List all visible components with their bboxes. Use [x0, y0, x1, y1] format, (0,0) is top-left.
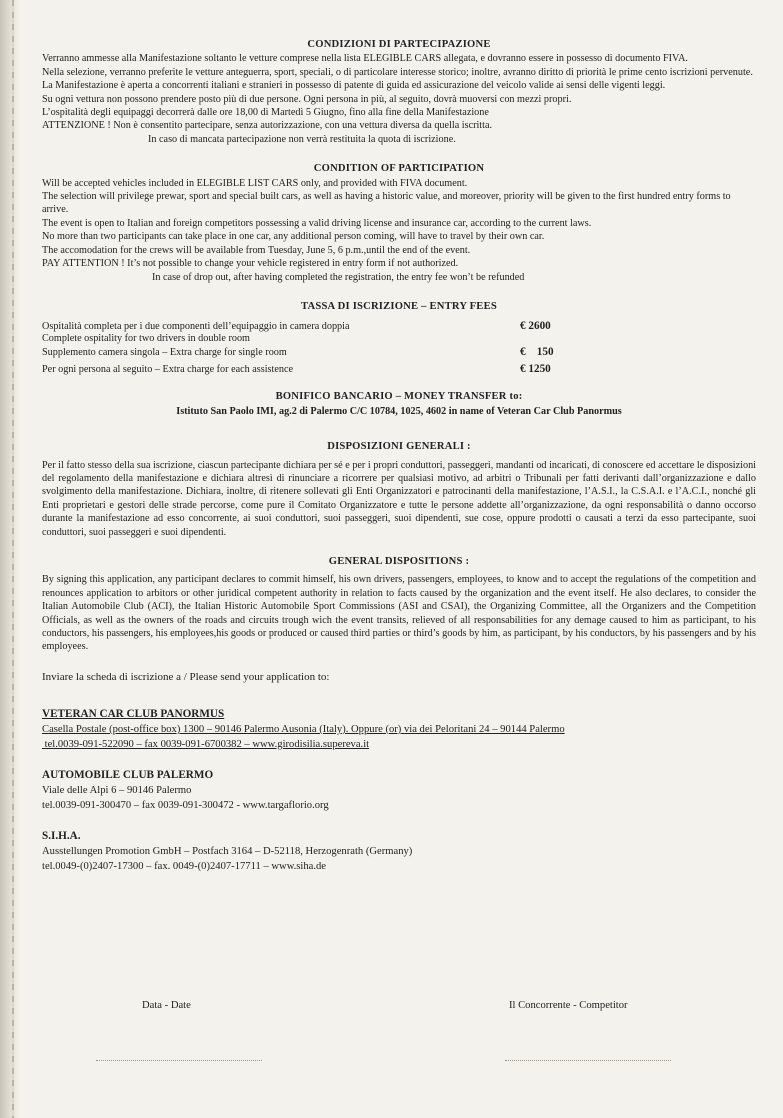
- en-conditions-p1: Will be accepted vehicles included in ELEGIBLE LIST CARS only, and provided with FIVA document.: [42, 177, 468, 189]
- en-conditions-p7: In case of drop out, after having completed the registration, the entry fee won’t be refunded: [152, 271, 525, 283]
- scan-edge: [0, 0, 20, 1118]
- it-general-text: Per il fatto stesso della sua iscrizione, ciascun partecipante dichiara per sé e per i propri conduttori, passeggeri, mandanti od incaricati, di conoscere ed accettare le disposizioni del regolamento della manifestazione e dichiara altresì di rinunciare a ricorrere per qualsiasi motivo, ad arbitri o Tribunali per fatti derivanti dall’organizzazione e dallo svolgimento della manifestazione. Dichiara, inoltre, di ritenere sollevati gli Enti Organizzatori e patrocinanti della manifestazione, l’A.S.I., la C.S.A.I. e l’A.C.I., nonché gli Enti proprietari e gestori delle strade percorse, come pure il Comitato Organizzatore e tutte le persone addette all’organizzazione, da ogni responsabilità o danno occorso durante la manifestazione ad esso concorrente, ai suoi conduttori, suoi passeggeri, suoi dipendenti, sue cose, oppure prodotti o causati a terzi da esso partecipante, suoi conduttori, suoi passeggeri e suoi dipendenti.: [42, 459, 756, 538]
- contact-address: Casella Postale (post-office box) 1300 – 90146 Palermo Ausonia (Italy). Oppure (or) via dei Peloritani 24 – 90144 Palermo: [42, 723, 565, 735]
- en-conditions-section: [42, 162, 756, 284]
- fee-sublabel: Complete ospitality for two drivers in double room: [42, 333, 250, 345]
- transfer-title: BONIFICO BANCARIO – MONEY TRANSFER to:: [275, 391, 523, 403]
- it-conditions-p7: In caso di mancata partecipazione non verrà restituita la quota di iscrizione.: [148, 133, 456, 145]
- contact-block: [42, 768, 756, 813]
- contact-name: S.I.H.A.: [42, 829, 81, 842]
- en-general-section: [42, 555, 756, 654]
- en-general-text: By signing this application, any participant declares to commit himself, his own drivers, passengers, employees, to know and to accept the regulations of the competition and renounces application to arbitors or other juridical competent authority in relation to facts caused by the organization and the event itself. He also declares, to consider the Italian Automobile Club (ACI), the Italian Historic Automobile Sport Commissions (ASI and CSAI), the Organizing Committee, all the Organizers and the Competition Officials, as well as the owners of the roads and circuits trough wich the event transits, relieved of all responsabilities for any demage caused to him as participant, to his conductors, his passengers, his employees,his goods or produced or caused third parties or third’s goods by him, as participant, by his conductors, by his passengers and by his employees.: [42, 574, 756, 653]
- date-label: Data - Date: [142, 1000, 191, 1011]
- transfer-details: Istituto San Paolo IMI, ag.2 di Palermo C/C 10784, 1025, 4602 in name of Veteran Car Club Panormus: [176, 405, 622, 417]
- contact-name: AUTOMOBILE CLUB PALERMO: [42, 768, 214, 781]
- contact-phone: tel.0039-091-300470 – fax 0039-091-300472 - www.targaflorio.org: [42, 799, 329, 811]
- en-conditions-title: CONDITION OF PARTICIPATION: [313, 163, 485, 175]
- fee-amount: € 150: [520, 346, 554, 359]
- fee-amount: € 1250: [520, 363, 551, 376]
- competitor-signature-line[interactable]: [505, 1060, 671, 1061]
- en-conditions-p5: The accomodation for the crews will be available from Tuesday, June 5, 6 p.m.,until the end of the event.: [42, 244, 471, 256]
- it-general-title: DISPOSIZIONI GENERALI :: [327, 441, 471, 453]
- it-conditions-p1: Verranno ammesse alla Manifestazione soltanto le vetture comprese nella lista ELEGIBLE CARS allegata, e dovranno essere in possesso di documento FIVA.: [42, 53, 688, 65]
- contact-phone: tel.0049-(0)2407-17300 – fax. 0049-(0)2407-17711 – www.siha.de: [42, 860, 327, 872]
- fee-label: Supplemento camera singola – Extra charge for single room: [42, 347, 287, 359]
- fee-label: Ospitalità completa per i due componenti dell’equipaggio in camera doppia: [42, 321, 350, 333]
- contact-block: [42, 707, 756, 752]
- it-conditions-p4: Su ogni vettura non possono prendere posto più di due persone. Ogni persona in più, al seguito, dovrà muoversi con mezzi propri.: [42, 93, 572, 105]
- en-conditions-p2: The selection will privilege prewar, sport and special built cars, as well as having a historic value, and moreover, priority will be given to the first hundred entry forms to arrive.: [42, 191, 731, 216]
- it-conditions-p2: Nella selezione, verranno preferite le vetture anteguerra, sport, speciali, o di particolare interesse storico; inoltre, avranno diritto di priorità le prime cento iscrizioni pervenute.: [42, 66, 753, 78]
- it-general-section: [42, 440, 756, 539]
- fees-section: [42, 300, 756, 380]
- fee-row: [42, 346, 756, 363]
- it-conditions-p3: La Manifestazione è aperta a concorrenti italiani e stranieri in possesso di patente di guida ed assicurazione del veicolo valide ai sensi delle vigenti leggi.: [42, 80, 666, 92]
- it-conditions-p6: ATTENZIONE ! Non è consentito partecipare, senza autorizzazione, con una vettura diversa da quella iscritta.: [42, 120, 493, 132]
- transfer-section: [42, 390, 756, 418]
- it-conditions-section: [42, 38, 756, 146]
- en-general-title: GENERAL DISPOSITIONS :: [328, 555, 470, 567]
- send-to-line: Inviare la scheda di iscrizione a / Please send your application to:: [42, 670, 330, 683]
- contact-block: [42, 829, 756, 874]
- contact-phone: tel.0039-091-522090 – fax 0039-091-6700382 – www.girodisilia.supereva.it: [42, 738, 370, 750]
- competitor-label: Il Concorrente - Competitor: [509, 1000, 628, 1011]
- document-page: [42, 38, 756, 874]
- fee-row: [42, 363, 756, 380]
- contact-address: Viale delle Alpi 6 – 90146 Palermo: [42, 784, 192, 796]
- it-conditions-title: CONDIZIONI DI PARTECIPAZIONE: [307, 39, 491, 50]
- en-conditions-p3: The event is open to Italian and foreign competitors possessing a valid driving license and insurance car, according to the current laws.: [42, 217, 592, 229]
- en-conditions-p4: No more than two participants can take place in one car, any additional person coming, will have to travel by their own car.: [42, 231, 545, 243]
- fee-label: Per ogni persona al seguito – Extra charge for each assistence: [42, 364, 294, 376]
- contact-name: VETERAN CAR CLUB PANORMUS: [42, 707, 225, 720]
- fee-amount: € 2600: [520, 320, 551, 333]
- fees-title: TASSA DI ISCRIZIONE – ENTRY FEES: [301, 300, 497, 312]
- date-signature-line[interactable]: [96, 1060, 262, 1061]
- it-conditions-p5: L’ospitalità degli equipaggi decorrerà dalle ore 18,00 di Martedì 5 Giugno, fino alla fine della Manifestazione: [42, 107, 489, 119]
- en-conditions-p6: PAY ATTENTION ! It’s not possible to change your vehicle registered in entry form if not authorized.: [42, 258, 459, 270]
- contact-address: Ausstellungen Promotion GmbH – Postfach 3164 – D-52118, Herzogenrath (Germany): [42, 845, 413, 857]
